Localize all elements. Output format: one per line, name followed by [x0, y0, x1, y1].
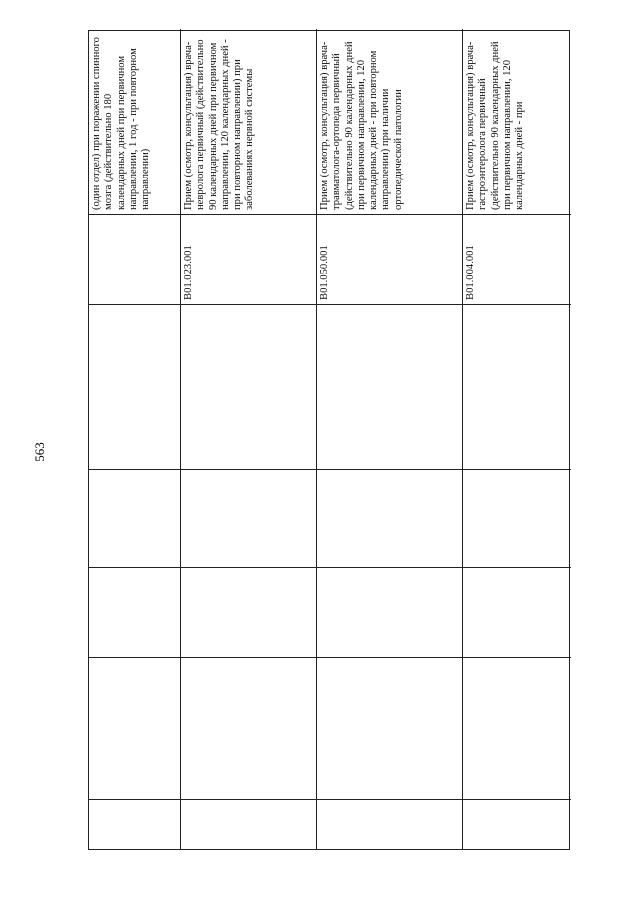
service-code: B01.004.001	[463, 214, 571, 304]
service-code: B01.023.001	[181, 214, 316, 304]
table-cell-blank	[317, 304, 462, 469]
service-code	[89, 214, 180, 304]
table-cell-blank	[89, 304, 180, 469]
service-description: (один отдел) при поражении спинного мозга (действительно 180 календарных дней при первичном направлении, 1 год - при повторном направлении)	[91, 37, 152, 210]
table-cell-blank	[463, 567, 571, 657]
table-row	[317, 29, 463, 849]
service-description: Прием (осмотр, консультация) врача-гастроэнтеролога первичный (действительно 90 календарных дней при первичном направлении, 120 календарных дней - при	[465, 41, 526, 210]
table-cell-blank	[463, 304, 571, 469]
services-table	[88, 30, 570, 850]
table-cell-blank	[317, 469, 462, 567]
table-cell-blank	[317, 799, 462, 849]
table-cell-blank	[463, 657, 571, 799]
table-cell-blank	[89, 657, 180, 799]
table-cell-blank	[89, 567, 180, 657]
table-cell-blank	[463, 799, 571, 849]
table-cell-blank	[181, 469, 316, 567]
table-cell-blank	[317, 657, 462, 799]
table-cell-blank	[89, 799, 180, 849]
table-cell-blank	[181, 567, 316, 657]
table-cell-blank	[317, 567, 462, 657]
service-code: B01.050.001	[317, 214, 462, 304]
table-cell-blank	[181, 657, 316, 799]
table-row	[181, 29, 317, 849]
table-row	[463, 29, 571, 849]
table-row	[89, 29, 181, 849]
service-description: Прием (осмотр, консультация) врача-невролога первичный (действительно 90 календарных дней при первичном направлении, 120 календарных дней - при повторном направлении) при заболеваниях нервной системы	[183, 39, 256, 210]
table-cell-blank	[463, 469, 571, 567]
page-number: 563	[32, 442, 47, 462]
table-cell-blank	[181, 304, 316, 469]
service-description: Прием (осмотр, консультация) врача-травматолога-ортопеда первичный (действительно 90 календарных дней при первичном направлении, 120 календарных дней - при повторном направлении) при наличии ортопедической патологии	[319, 41, 404, 210]
table-cell-blank	[181, 799, 316, 849]
table-cell-blank	[89, 469, 180, 567]
